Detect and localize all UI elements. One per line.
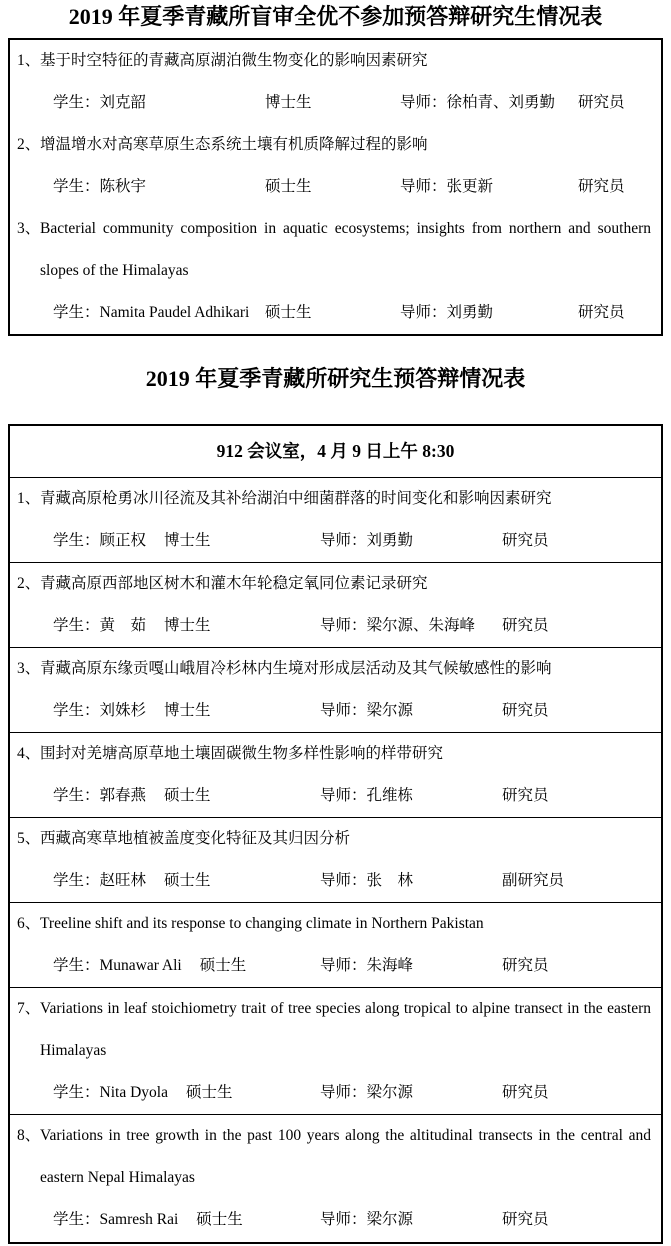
table-row [10, 818, 661, 903]
student-name: 刘姝杉 [99, 702, 147, 719]
student-degree: 硕士生 [164, 787, 211, 804]
advisor-rank: 研究员 [502, 957, 549, 974]
student-label: 学生： [53, 702, 100, 719]
student-degree: 硕士生 [199, 957, 247, 974]
table-row [10, 563, 661, 648]
student-name: 顾正权 [99, 532, 147, 549]
entry-topic: 西藏高寒草地植被盖度变化特征及其归因分析 [40, 830, 351, 847]
student-degree: 博士生 [164, 702, 211, 719]
entry-number: 2、 [17, 575, 41, 592]
student-name: 赵旺林 [99, 872, 147, 889]
blind-review-table [8, 38, 663, 336]
entry-student-line [10, 860, 661, 902]
advisor-label: 导师： [400, 304, 447, 321]
entry-topic: 增温增水对高寒草原生态系统土壤有机质降解过程的影响 [40, 136, 428, 153]
entry-topic: 青藏高原西部地区树木和灌木年轮稳定氧同位素记录研究 [40, 575, 428, 592]
student-label: 学生： [53, 532, 100, 549]
advisor-rank: 研究员 [502, 1084, 549, 1101]
entry-topic: 青藏高原枪勇冰川径流及其补给湖泊中细菌群落的时间变化和影响因素研究 [40, 490, 552, 507]
entry-student-line [10, 1072, 661, 1114]
advisor-label: 导师： [400, 94, 447, 111]
entry-topic: 基于时空特征的青藏高原湖泊微生物变化的影响因素研究 [40, 52, 428, 69]
student-degree: 博士生 [164, 532, 211, 549]
advisor-name: 刘勇勤 [366, 532, 414, 549]
entry-topic: Variations in leaf stoichiometry trait of tree species along tropical to alpine transect in the eastern Himalayas [40, 1000, 651, 1059]
student-label: 学生： [53, 1084, 100, 1101]
entry-topic-line [10, 124, 661, 166]
entry-number: 1、 [17, 52, 41, 69]
student-label: 学生： [53, 957, 100, 974]
entry-student-line [10, 520, 661, 562]
student-degree: 硕士生 [196, 1211, 243, 1228]
advisor-name: 孔维栋 [366, 787, 414, 804]
student-degree: 博士生 [265, 94, 312, 111]
advisor-rank: 研究员 [578, 304, 625, 321]
entry-number: 7、 [17, 1000, 41, 1017]
student-label: 学生： [53, 94, 100, 111]
page-title-blind-review-table: 2019 年夏季青藏所盲审全优不参加预答辩研究生情况表 [68, 4, 603, 29]
entry-number: 8、 [17, 1127, 41, 1144]
advisor-label: 导师： [320, 957, 367, 974]
advisor-name: 张更新 [446, 178, 494, 195]
entry-topic-line [10, 478, 661, 520]
entry-topic: Variations in tree growth in the past 100 years along the altitudinal transects in the central and eastern Nepal Himalayas [40, 1127, 651, 1186]
advisor-rank: 研究员 [502, 532, 549, 549]
entry-student-line [10, 690, 661, 732]
entry-number: 3、 [17, 660, 41, 677]
advisor-label: 导师： [320, 872, 367, 889]
advisor-label: 导师： [400, 178, 447, 195]
table-row [10, 903, 661, 988]
student-degree: 硕士生 [265, 304, 312, 321]
advisor-rank: 研究员 [578, 178, 625, 195]
table-row [10, 208, 661, 334]
student-name: Namita Paudel Adhikari [99, 304, 250, 321]
page-title-predefense-table: 2019 年夏季青藏所研究生预答辩情况表 [145, 366, 526, 391]
advisor-name: 张 林 [366, 872, 414, 889]
table-row [10, 648, 661, 733]
entry-topic-line [10, 563, 661, 605]
student-degree: 博士生 [164, 617, 211, 634]
student-degree: 硕士生 [185, 1084, 233, 1101]
entry-student-line [10, 82, 661, 124]
advisor-rank: 研究员 [502, 787, 549, 804]
advisor-rank: 研究员 [502, 1211, 549, 1228]
entry-topic-line [10, 1115, 661, 1199]
advisor-name: 梁尔源 [366, 702, 414, 719]
student-degree: 硕士生 [265, 178, 312, 195]
student-name: Samresh Rai [99, 1211, 179, 1228]
advisor-name: 梁尔源 [366, 1084, 414, 1101]
advisor-rank: 研究员 [578, 94, 625, 111]
advisor-label: 导师： [320, 532, 367, 549]
student-label: 学生： [53, 178, 100, 195]
advisor-label: 导师： [320, 702, 367, 719]
advisor-label: 导师： [320, 787, 367, 804]
entry-topic-line [10, 208, 661, 292]
entry-student-line [10, 292, 661, 334]
session-header: 912 会议室，4 月 9 日上午 8:30 [10, 426, 661, 478]
advisor-name: 梁尔源、朱海峰 [366, 617, 476, 634]
advisor-name: 刘勇勤 [446, 304, 494, 321]
advisor-name: 徐柏青、刘勇勤 [446, 94, 556, 111]
entry-topic-line [10, 648, 661, 690]
entry-number: 2、 [17, 136, 41, 153]
table-row [10, 124, 661, 208]
student-name: 黄 茹 [99, 617, 147, 634]
student-label: 学生： [53, 617, 100, 634]
table-row [10, 988, 661, 1115]
entry-number: 1、 [17, 490, 41, 507]
table-row [10, 478, 661, 563]
entry-topic-line [10, 988, 661, 1072]
student-name: 郭春燕 [99, 787, 147, 804]
student-label: 学生： [53, 1211, 100, 1228]
advisor-label: 导师： [320, 1211, 367, 1228]
entry-topic-line [10, 818, 661, 860]
advisor-name: 朱海峰 [366, 957, 414, 974]
entry-number: 3、 [17, 220, 41, 237]
student-name: 陈秋宇 [99, 178, 147, 195]
table-row [10, 40, 661, 124]
entry-student-line [10, 945, 661, 987]
student-label: 学生： [53, 787, 100, 804]
student-name: Nita Dyola [99, 1084, 168, 1101]
advisor-rank: 研究员 [502, 617, 549, 634]
entry-student-line [10, 166, 661, 208]
entry-topic: Bacterial community composition in aquatic ecosystems; insights from northern and southern slopes of the Himalayas [40, 220, 651, 279]
advisor-label: 导师： [320, 617, 367, 634]
entry-student-line [10, 605, 661, 647]
entry-student-line [10, 1199, 661, 1241]
entry-topic-line [10, 903, 661, 945]
entry-topic: 围封对羌塘高原草地土壤固碳微生物多样性影响的样带研究 [40, 745, 444, 762]
entry-number: 4、 [17, 745, 41, 762]
student-name: 刘克韶 [99, 94, 147, 111]
entry-number: 5、 [17, 830, 41, 847]
student-label: 学生： [53, 872, 100, 889]
entry-number: 6、 [17, 915, 41, 932]
student-label: 学生： [53, 304, 100, 321]
student-name: Munawar Ali [99, 957, 182, 974]
advisor-rank: 副研究员 [502, 872, 565, 889]
entry-topic: 青藏高原东缘贡嘎山峨眉冷杉林内生境对形成层活动及其气候敏感性的影响 [40, 660, 552, 677]
entry-student-line [10, 775, 661, 817]
predefense-table [8, 424, 663, 1244]
advisor-rank: 研究员 [502, 702, 549, 719]
entry-topic-line [10, 733, 661, 775]
entry-topic-line [10, 40, 661, 82]
advisor-label: 导师： [320, 1084, 367, 1101]
advisor-name: 梁尔源 [366, 1211, 414, 1228]
table-row [10, 733, 661, 818]
table-row [10, 1115, 661, 1242]
student-degree: 硕士生 [164, 872, 211, 889]
entry-topic: Treeline shift and its response to changing climate in Northern Pakistan [40, 915, 484, 932]
